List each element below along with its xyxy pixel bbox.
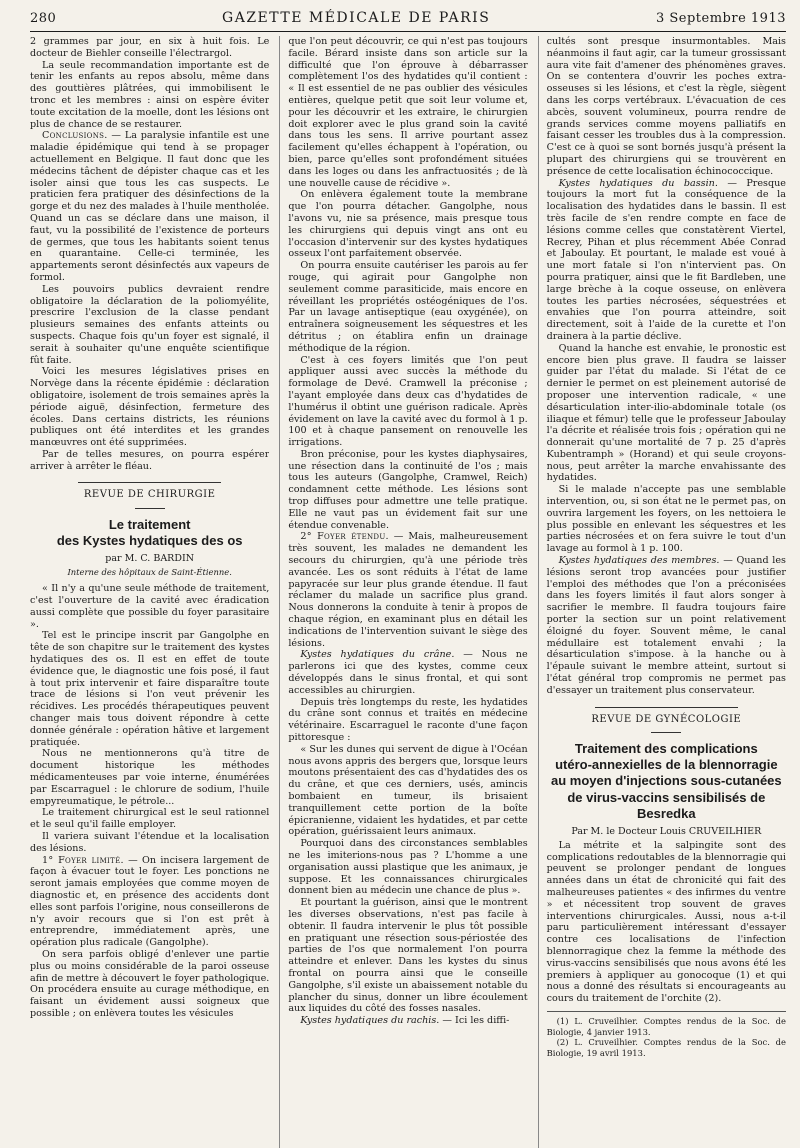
section-rubric: REVUE DE CHIRURGIE xyxy=(30,482,269,501)
paragraph: Et pourtant la guérison, ainsi que le montrent les diverses observations, n'est pas facile à obtenir. Il faudra intervenir le plus tôt possible en pratiquant une résection sous-périostée des parties de l'os que normalement l'on pourra atteindre et enlever. Dans les kystes du sinus frontal on pourra ainsi que le conseille Gangolphe, s'il existe un abaissement notable du plancher du sinus, donner un libre écoulement aux liquides du côté des fosses nasales. xyxy=(288,897,528,1015)
section-label: 2° Foyer étendu. xyxy=(300,531,389,543)
section-label: Conclusions. xyxy=(42,130,108,142)
section-label: Kystes hydatiques du crâne. xyxy=(300,649,455,661)
paragraph: La seule recommandation importante est de tenir les enfants au repos absolu, même dans des gouttières plâtrées, qui immobilisent le tronc et les membres : ainsi on espère éviter toute excitation de la moelle, dont les lésions ont plus de chance de se restaurer. xyxy=(30,59,270,130)
column-3 xyxy=(538,36,786,1148)
paragraph: Si le malade n'accepte pas une semblable intervention, ou, si son état ne le permet pas, on ouvrira largement les foyers, on les nettoiera le plus possible en enlevant les séquestres et les parties nécrosées et on fera suivre le tout d'un lavage au formol à 1 p. 100. xyxy=(546,484,786,555)
paragraph: Kystes hydatiques du crâne. — Nous ne parlerons ici que des kystes, comme ceux développés dans le sinus frontal, et qui sont accessibles au chirurgien. xyxy=(288,649,528,696)
paragraph: Les pouvoirs publics devraient rendre obligatoire la déclaration de la poliomyélite, prescrire l'exclusion de la classe pendant plusieurs semaines des enfants atteints ou suspects. Chaque fois qu'un foyer est signalé, il serait à souhaiter qu'une enquête scientifique fût faite. xyxy=(30,283,270,366)
section-label: Kystes hydatiques du bassin. xyxy=(558,177,718,189)
journal-title: GAZETTE MÉDICALE DE PARIS xyxy=(222,10,491,26)
footnote: (1) L. Cruveilhier. Comptes rendus de la Soc. de Biologie, 4 janvier 1913. xyxy=(546,1016,786,1037)
paragraph: Il variera suivant l'étendue et la localisation des lésions. xyxy=(30,831,270,854)
paragraph: Par de telles mesures, on pourra espérer arriver à arrêter le fléau. xyxy=(30,448,270,472)
author-affiliation: Interne des hôpitaux de Saint-Étienne. xyxy=(67,566,232,577)
paragraph: « Il n'y a qu'une seule méthode de traitement, c'est l'ouverture de la cavité avec éradication aussi complète que possible du foyer parasitaire ». xyxy=(30,583,270,630)
column-1 xyxy=(30,36,269,1148)
paragraph: Depuis très longtemps du reste, les hydatides du crâne sont connus et traités en médecine vétérinaire. Escarraguel le raconte d'une façon pittoresque : xyxy=(288,696,528,744)
section-label: Kystes hydatiques des membres. xyxy=(558,555,720,567)
paragraph: cultés sont presque insurmontables. Mais néanmoins il faut agir, car la tumeur grossissant aura vite fait d'amener des phénomènes graves. On se contentera d'ouvrir les poches extra-osseuses si les lésions, et c'est la règle, siègent dans les corps vertébraux. L'évacuation de ces abcès, souvent volumineux, pourra rendre de grands services comme moyens palliatifs en faisant cesser les troubles dus à la compression. C'est ce à quoi se sont bornés jusqu'à présent la plupart des chirurgiens qui se trouvèrent en présence de cette localisation échinococcique. xyxy=(546,36,786,177)
paragraph: Conclusions. — La paralysie infantile est une maladie épidémique qui tend à se propager actuellement en Belgique. Il faut donc que les médecins tâchent de dépister chaque cas et les isoler ainsi que tous les cas suspects. Le praticien fera pratiquer des désinfections de la gorge et du nez des malades à l'huile mentholée. Quand un cas se déclare dans une maison, il faut, vu la possibilité de l'existence de porteurs de germes, que tous les habitants soient tenus en quarantaine. Celle-ci terminée, les appartements seront désinfectés aux vapeurs de formol. xyxy=(30,130,270,283)
section-rubric: REVUE DE GYNÉCOLOGIE xyxy=(547,707,786,726)
footnote: (2) L. Cruveilhier. Comptes rendus de la Soc. de Biologie, 19 avril 1913. xyxy=(546,1037,786,1058)
article-title: Le traitement des Kystes hydatiques des os xyxy=(56,516,243,549)
paragraph: Kystes hydatiques du rachis. — Ici les diffi- xyxy=(300,1015,510,1027)
running-header xyxy=(30,10,786,32)
text-columns xyxy=(30,36,786,1148)
page-number: 280 xyxy=(30,11,57,26)
article-byline: Par M. le Docteur Louis CRUVEILHIER xyxy=(571,826,762,838)
issue-date: 3 Septembre 1913 xyxy=(655,11,786,26)
column-2 xyxy=(279,36,527,1148)
paragraph: 1° Foyer limité. — On incisera largement de façon à évacuer tout le foyer. Les ponctions ne seront jamais employées que comme moyen de diagnostic et, en présence des accidents dont elles sont parfois l'origine, nous conseillerons de n'y avoir recours que si l'on est prêt à entreprendre, immédiatement après, une opération plus radicale (Gangolphe). xyxy=(30,854,270,949)
paragraph: Le traitement chirurgical est le seul rationnel et le seul qu'il faille employer. xyxy=(30,807,270,831)
paragraph: On enlèvera également toute la membrane que l'on pourra détacher. Gangolphe, nous l'avons vu, nie sa présence, mais presque tous les chirurgiens qui depuis vingt ans ont eu l'occasion d'intervenir sur des kystes hydatiques osseux l'ont parfaitement observée. xyxy=(288,189,528,260)
paragraph: Kystes hydatiques du bassin. — Presque toujours la mort fut la conséquence de la localisation des hydatides dans le bassin. Il est très facile de s'en rendre compte en face de lésions comme celles que constatèrent Viertel, Recrey, Pihan et plus récemment Abée Conrad et Jaboulay. Et pourtant, le malade est voué à une mort fatale si l'on n'intervient pas. On pourra pratiquer, ainsi que le fit Bardleben, une large brèche à la coque osseuse, on enlèvera toutes les parties nécrosées, séquestrées et envahies que l'on pourra atteindre, soit directement, soit à l'aide de la curette et l'on drainera à la partie déclive. xyxy=(546,177,786,342)
article-byline: par M. C. BARDIN xyxy=(105,553,195,565)
divider xyxy=(135,508,165,509)
paragraph: Voici les mesures législatives prises en Norvège dans la récente épidémie : déclaration obligatoire, isolement de trois semaines après la période aiguë, désinfection, fermeture des écoles. Dans certains districts, les réunions publiques ont été interdites et les grandes manœuvres ont été supprimées. xyxy=(30,366,270,449)
paragraph: « Sur les dunes qui servent de digue à l'Océan nous avons appris des bergers que, lorsque leurs moutons présentaient des cas d'hydatides des os du crâne, et que ces derniers, usés, amincis bombaient en tumeur, ils brisaient tranquillement cette portion de la boîte épicranienne, vidaient les hydatides, et par cette opération, guérissaient leurs animaux. xyxy=(288,743,528,838)
paragraph: Tel est le principe inscrit par Gangolphe en tête de son chapitre sur le traitement des kystes hydatiques des os. Il est en effet de toute évidence que, le diagnostic une fois posé, il faut à tout prix intervenir et faire disparaître toute trace de lésions si l'on veut prévenir les récidives. Les procédés thérapeutiques peuvent changer mais tous doivent répondre à cette donnée générale : opération hâtive et largement pratiquée. xyxy=(30,630,270,748)
paragraph: 2° Foyer étendu. — Mais, malheureusement très souvent, les malades ne demandent les secours du chirurgien, qu'à une période très avancée. Les os sont réduits à l'état de lame papyracée sur leur plus grande étendue. Il faut réclamer du malade un sacrifice plus grand. Nous donnerons la conduite à tenir à propos de chaque région, en examinant plus en détail les indications de l'intervention suivant le siège des lésions. xyxy=(288,531,528,649)
paragraph: Pourquoi dans des circonstances semblables ne les imiterions-nous pas ? L'homme a une organisation aussi plastique que les animaux, je suppose. Et les connaissances chirurgicales donnent bien au médecin une chance de plus ». xyxy=(288,838,528,897)
paragraph: Nous ne mentionnerons qu'à titre de document historique les méthodes médicamenteuses par voie interne, énumérées par Escarraguel : le chlorure de sodium, l'huile empyreumatique, le pétrole... xyxy=(30,748,270,807)
paragraph: La métrite et la salpingite sont des complications redoutables de la blennorragie qui peuvent se prolonger pendant de longues années dans un état de chronicité qui fait des malheureuses patientes « des infirmes du ventre » et nécessitent trop souvent de graves interventions chirurgicales. Aussi, nous a-t-il paru particulièrement intéressant d'essayer contre ces localisations de l'infection blennorragique chez la femme la méthode des virus-vaccins sensibilisés que nous avons été les premiers à appliquer au gonocoque (1) et qui nous a donné des résultats si encourageants au cours du traitement de l'orchite (2). xyxy=(546,839,786,1005)
paragraph: On sera parfois obligé d'enlever une partie plus ou moins considérable de la paroi osseuse afin de mettre à découvert le foyer pathologique. On procédera ensuite au curage méthodique, en faisant un évidement aussi soigneux que possible ; on enlèvera toutes les vésicules xyxy=(30,948,270,1019)
section-label: 1° Foyer limité. xyxy=(42,854,124,866)
paragraph: Quand la hanche est envahie, le pronostic est encore bien plus grave. Il faudra se laisser guider par l'état du malade. Si l'état de ce dernier le permet on est pleinement autorisé de proposer une intervention radicale, « une désarticulation inter-ilio-abdominale totale (os iliaque et fémur) telle que le professeur Jaboulay l'a décrite et réalisée trois fois ; opération qui ne donnerait qu'une mortalité de 7 p. 25 d'après Kubentramph » (Horand) et qui seule croyons-nous, peut arrêter la marche envahissante des hydatides. xyxy=(546,342,786,484)
footnotes xyxy=(547,1011,786,1058)
section-label: Kystes hydatiques du rachis. xyxy=(300,1015,440,1027)
divider xyxy=(651,732,681,733)
paragraph: Kystes hydatiques des membres. — Quand les lésions seront trop avancées pour justifier l'emploi des méthodes que l'on a préconisées dans les foyers limités il faut alors songer à sacrifier le membre. Il faudra toujours faire porter la section sur un point relativement éloigné du foyer. Souvent même, le canal médullaire est totalement envahi ; la désarticulation s'impose. à la hanche ou à l'épaule suivant le membre atteint, surtout si l'état général trop compromis ne permet pas d'essayer un traitement plus conservateur. xyxy=(546,555,786,696)
paragraph: C'est à ces foyers limités que l'on peut appliquer aussi avec succès la méthode du formolage de Devé. Cramwell la préconise ; l'ayant employée dans deux cas d'hydatides de l'humérus il obtint une guérison radicale. Après évidement on lave la cavité avec du formol à 1 p. 100 et à chaque pansement on renouvelle les irrigations. xyxy=(288,354,528,449)
paragraph: On pourra ensuite cautériser les parois au fer rouge, qui agirait pour Gangolphe non seulement comme parasiticide, mais encore en réveillant les propriétés ostéogéniques de l'os. Par un lavage antiseptique (eau oxygénée), on entraînera soigneusement les séquestres et les détritus ; on établira enfin un drainage méthodique de la région. xyxy=(288,260,528,354)
paragraph: 2 grammes par jour, en six à huit fois. Le docteur de Biehler conseille l'électrargol. xyxy=(30,36,270,59)
paragraph: que l'on peut découvrir, ce qui n'est pas toujours facile. Bérard insiste dans son article sur la difficulté que l'on éprouve à débarrasser complètement l'os des hydatides qu'il contient : « Il est essentiel de ne pas oublier des vésicules entières, quelque petit que soit leur volume et, pour les découvrir et les extraire, le chirurgien doit explorer avec le plus grand soin la cavité dans tous les sens. Il arrive pourtant assez facilement qu'elles échappent à l'opération, ou bien, parce qu'elles sont profondément situées dans les loges ou dans les anfractuosités ; de là une nouvelle cause de récidive ». xyxy=(288,36,528,189)
paragraph: Bron préconise, pour les kystes diaphysaires, une résection dans la continuité de l'os ; mais tous les auteurs (Gangolphe, Cramwel, Reich) condamnent cette méthode. Les lésions sont trop diffuses pour admettre une telle pratique. Elle ne vaut pas un évidement fait sur une étendue convenable. xyxy=(288,448,528,531)
article-title: Traitement des complications utéro-annexielles de la blennorragie au moyen d'injections sous-cutanées de virus-vaccins sensibilisés de Besredka xyxy=(550,740,782,821)
